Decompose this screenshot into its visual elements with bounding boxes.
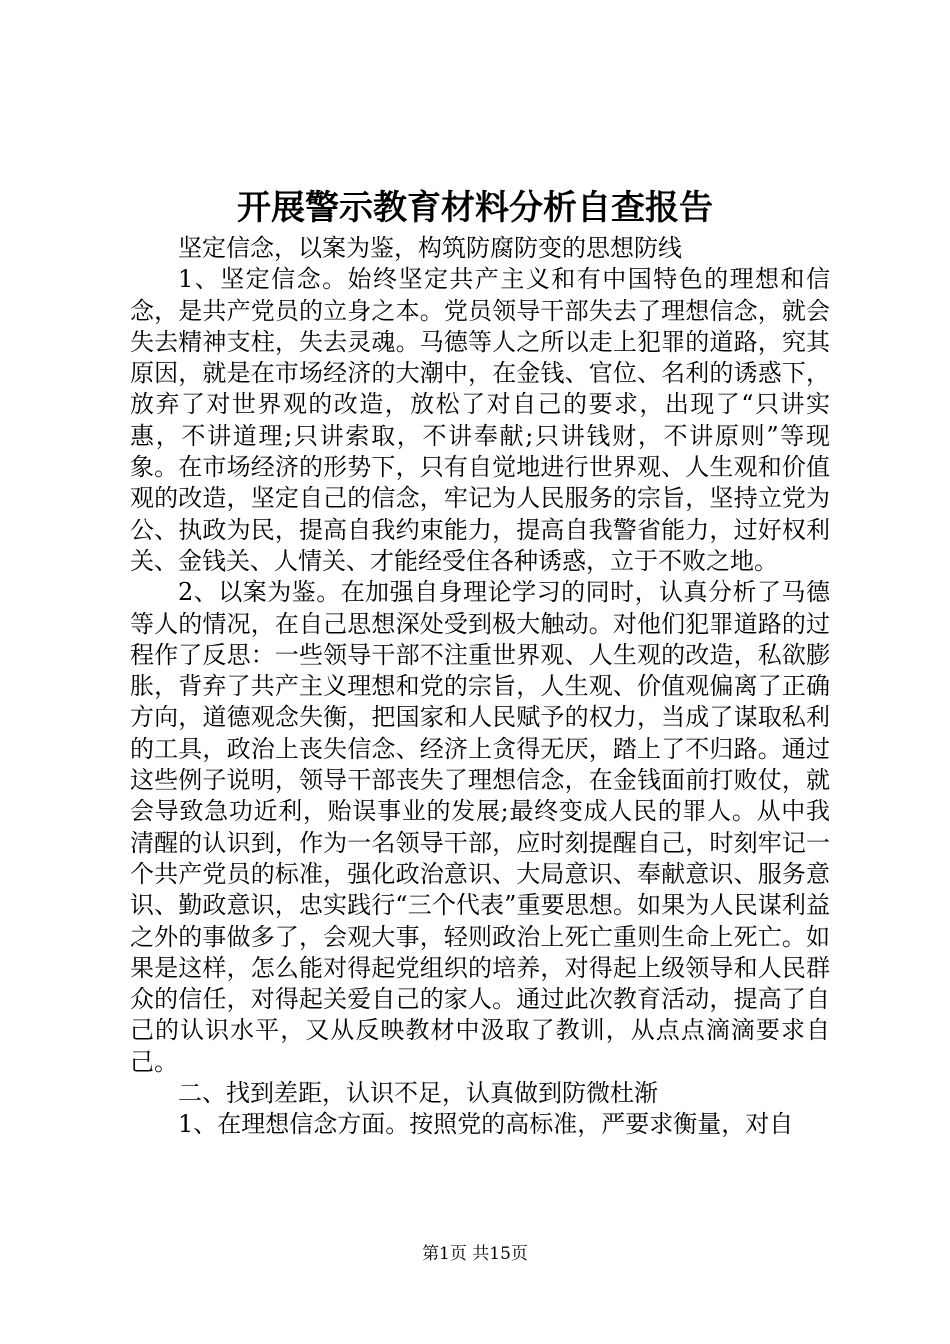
body-paragraph: 1、坚定信念。始终坚定共产主义和有中国特色的理想和信念，是共产党员的立身之本。党员领导干部失去了理想信念，就会失去精神支柱，失去灵魂。马德等人之所以走上犯罪的道路，究其原因，就是在市场经济的大潮中，在金钱、官位、名利的诱惑下，放弃了对世界观的改造，放松了对自己的要求，出现了“只讲实惠，不讲道理;只讲索取，不讲奉献;只讲钱财，不讲原则”等现象。在市场经济的形势下，只有自觉地进行世界观、人生观和价值观的改造，坚定自己的信念，牢记为人民服务的宗旨，坚持立党为公、执政为民，提高自我约束能力，提高自我警省能力，过好权利关、金钱关、人情关、才能经受住各种诱惑，立于不败之地。 — [130, 265, 830, 575]
section-heading: 二、找到差距，认识不足，认真做到防微杜渐 — [178, 1079, 658, 1108]
document-title: 开展警示教育材料分析自查报告 — [237, 188, 713, 228]
body-paragraph: 2、以案为鉴。在加强自身理论学习的同时，认真分析了马德等人的情况，在自己思想深处受到极大触动。对他们犯罪道路的过程作了反思：一些领导干部不注重世界观、人生观的改造，私欲膨胀，背弃了共产主义理想和党的宗旨，人生观、价值观偏离了正确方向，道德观念失衡，把国家和人民赋予的权力，当成了谋取私利的工具，政治上丧失信念、经济上贪得无厌，踏上了不归路。通过这些例子说明，领导干部丧失了理想信念，在金钱面前打败仗，就会导致急功近利，贻误事业的发展;最终变成人民的罪人。从中我清醒的认识到，作为一名领导干部，应时刻提醒自己，时刻牢记一个共产党员的标准，强化政治意识、大局意识、奉献意识、服务意识、勤政意识，忠实践行“三个代表”重要思想。如果为人民谋利益之外的事做多了，会观大事，轻则政治上死亡重则生命上死亡。如果是这样，怎么能对得起党组织的培养，对得起上级领导和人民群众的信任，对得起关爱自己的家人。通过此次教育活动，提高了自己的认识水平，又从反映教材中汲取了教训，从点点滴滴要求自己。 — [130, 578, 830, 1076]
body-paragraph: 1、在理想信念方面。按照党的高标准，严要求衡量，对自 — [178, 1110, 794, 1139]
section-heading: 坚定信念，以案为鉴，构筑防腐防变的思想防线 — [178, 234, 682, 262]
page-number-footer: 第1页 共15页 — [422, 1244, 528, 1264]
document-body — [130, 233, 830, 1141]
